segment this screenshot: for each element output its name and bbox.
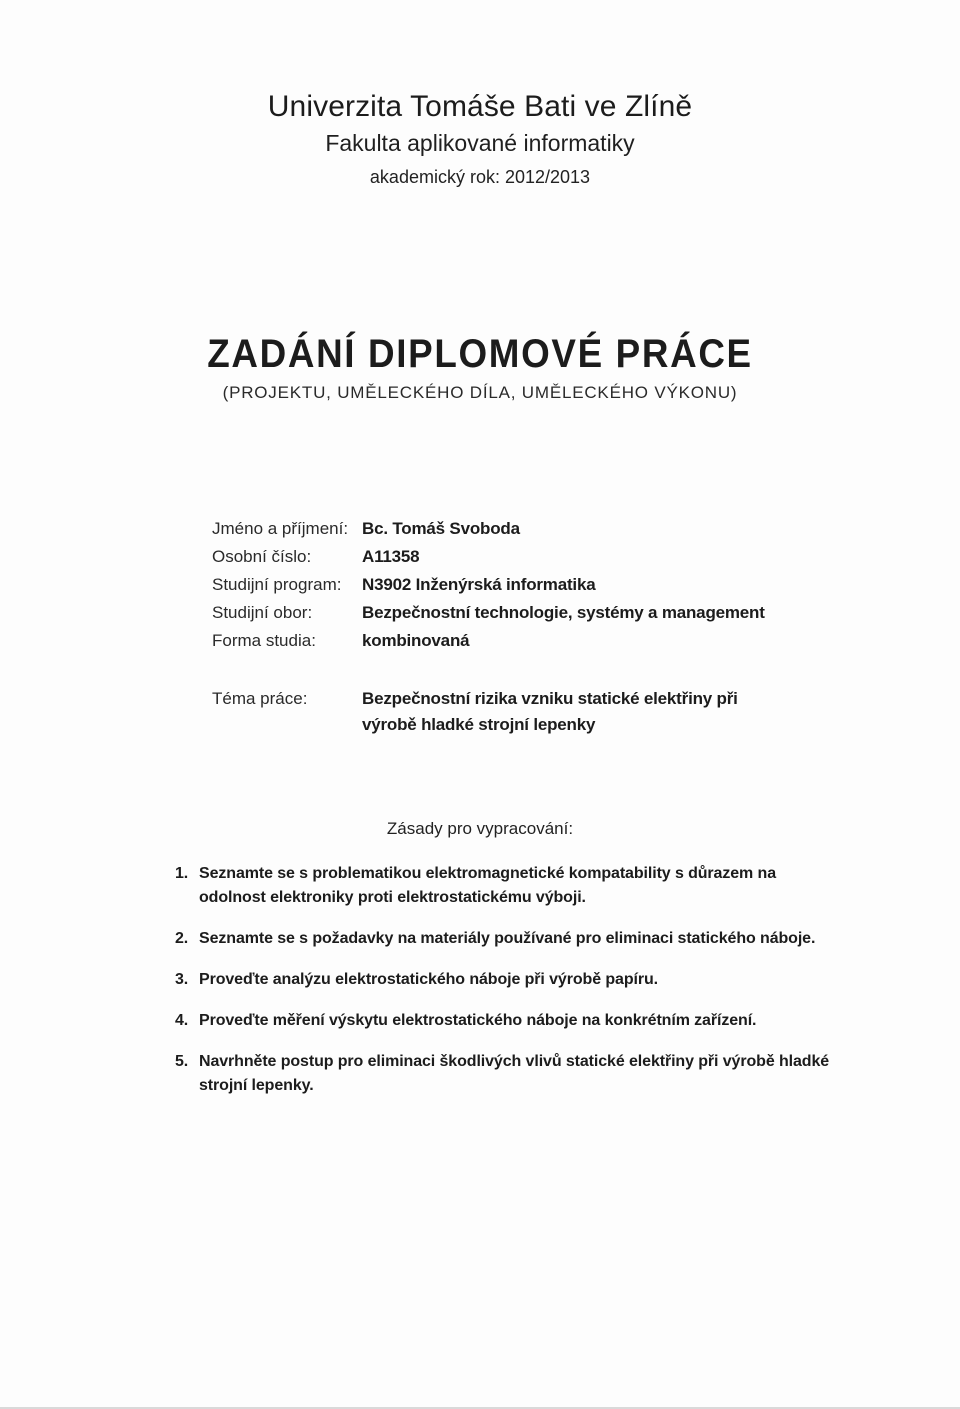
document-subtitle: (PROJEKTU, UMĚLECKÉHO DÍLA, UMĚLECKÉHO VÝKONU) (222, 383, 738, 402)
rule-number: 5. (175, 1053, 189, 1070)
title-block (0, 330, 960, 406)
rule-item (175, 968, 835, 992)
info-label: Studijní program: (212, 575, 342, 594)
info-value: N3902 Inženýrská informatika (362, 575, 596, 594)
rules-heading: Zásady pro vypracování: (386, 819, 574, 838)
student-info (212, 515, 812, 655)
rule-text: Navrhněte postup pro eliminaci škodlivých vlivů statické elektřiny při výrobě hladké strojní lepenky. (199, 1053, 830, 1094)
info-row-name (212, 515, 812, 543)
info-value: Bc. Tomáš Svoboda (362, 519, 520, 538)
document-title: ZADÁNÍ DIPLOMOVÉ PRÁCE (207, 332, 753, 376)
rule-text: Proveďte měření výskytu elektrostatického náboje na konkrétním zařízení. (199, 1012, 757, 1029)
info-label: Jméno a příjmení: (212, 519, 349, 538)
rule-number: 2. (175, 930, 189, 947)
rule-text: Seznamte se s požadavky na materiály používané pro eliminaci statického náboje. (199, 930, 816, 947)
document-header (0, 88, 960, 192)
rule-item (175, 927, 835, 951)
info-row-study-field (212, 599, 812, 627)
info-value: Bezpečnostní technologie, systémy a management (362, 603, 765, 622)
rule-text: Seznamte se s problematikou elektromagnetické kompatability s důrazem na odolnost elektroniky proti elektrostatickému výboji. (199, 865, 776, 906)
rule-item (175, 1050, 835, 1098)
info-value: kombinovaná (362, 631, 470, 650)
university-name: Univerzita Tomáše Bati ve Zlíně (267, 90, 693, 123)
topic-value: Bezpečnostní rizika vzniku statické elektřiny při výrobě hladké strojní lepenky (362, 689, 738, 734)
info-label: Osobní číslo: (212, 547, 312, 566)
faculty-name: Fakulta aplikované informatiky (325, 130, 635, 156)
rule-number: 3. (175, 971, 189, 988)
rules-list (175, 862, 835, 1115)
info-value: A11358 (362, 547, 420, 566)
rule-item (175, 1009, 835, 1033)
info-row-study-program (212, 571, 812, 599)
topic-label: Téma práce: (212, 689, 308, 708)
info-row-personal-number (212, 543, 812, 571)
rule-number: 1. (175, 865, 189, 882)
info-label: Forma studia: (212, 631, 316, 650)
rule-number: 4. (175, 1012, 189, 1029)
info-row-study-form (212, 627, 812, 655)
info-label: Studijní obor: (212, 603, 313, 622)
academic-year: akademický rok: 2012/2013 (369, 167, 591, 187)
thesis-topic (212, 686, 812, 738)
rule-item (175, 862, 835, 910)
rule-text: Proveďte analýzu elektrostatického náboje při výrobě papíru. (199, 971, 658, 988)
